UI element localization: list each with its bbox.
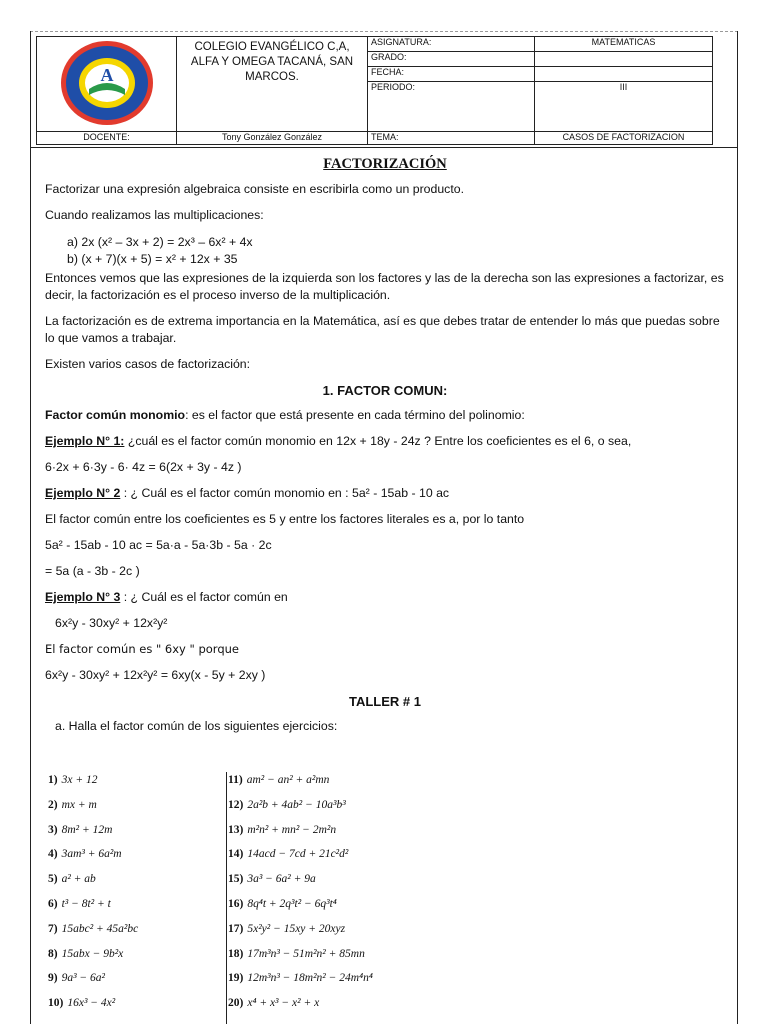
page-left-border xyxy=(30,31,31,1024)
exercise-expression: 8q⁴t + 2q³t² − 6q³t⁴ xyxy=(247,897,337,910)
exercise-item xyxy=(228,795,608,820)
section-factor-comun: 1. FACTOR COMUN: xyxy=(322,383,448,398)
example-3-label: Ejemplo N° 3 xyxy=(45,590,121,604)
exercise-expression: 3a³ − 6a² + 9a xyxy=(247,873,316,886)
exercise-expression: 5x²y² − 15xy + 20xyz xyxy=(247,922,346,935)
exercise-number: 18) xyxy=(228,947,244,960)
example-3-explanation: El factor común es " 6xy " porque xyxy=(45,642,239,656)
field-value-periodo: III xyxy=(535,81,713,131)
exercise-expression: 17m³n³ − 51m²n² + 85mn xyxy=(247,947,365,960)
exercise-item xyxy=(228,869,608,894)
exercise-expression: 16x³ − 4x² xyxy=(67,997,116,1010)
header-bottom-line xyxy=(30,147,738,148)
exercise-number: 1) xyxy=(48,774,58,786)
example-1-solution: 6·2x + 6·3y - 6· 4z = 6(2x + 3y - 4z ) xyxy=(45,460,242,474)
example-2-step: 5a² - 15ab - 10 ac = 5a·a - 5a·3b - 5a · 2c xyxy=(45,538,272,552)
tema-label: TEMA: xyxy=(368,132,535,145)
example-2-explanation: El factor común entre los coeficientes es 5 y entre los factores literales es a, por lo tanto xyxy=(45,512,525,526)
page-top-border xyxy=(30,31,738,32)
exercise-item xyxy=(48,894,223,919)
exercise-number: 2) xyxy=(48,798,58,811)
exercise-expression: 15abc² + 45a²bc xyxy=(61,922,139,935)
paragraph-inverse: Entonces vemos que las expresiones de la izquierda son los factores y las de la derecha son las expresiones a factorizar, es decir, la factorización es el proceso inverso de la multiplicación. xyxy=(45,271,724,302)
exercise-number: 10) xyxy=(48,997,64,1010)
example-2-label: Ejemplo N° 2 xyxy=(45,486,121,500)
exercise-number: 7) xyxy=(48,922,58,935)
exercise-item xyxy=(228,844,608,869)
taller-title: TALLER # 1 xyxy=(349,694,421,709)
multiplication-a: a) 2x (x² – 3x + 2) = 2x³ – 6x² + 4x xyxy=(67,235,253,249)
exercise-item xyxy=(48,770,223,795)
document-body xyxy=(45,152,725,735)
exercise-number: 4) xyxy=(48,848,58,861)
exercise-item xyxy=(228,894,608,919)
exercise-expression: 8m² + 12m xyxy=(61,823,113,836)
exercise-item xyxy=(48,795,223,820)
exercise-number: 14) xyxy=(228,848,244,861)
definition-term: Factor común monomio xyxy=(45,408,186,422)
exercise-expression: 3x + 12 xyxy=(61,774,98,786)
field-value-asignatura: MATEMATICAS xyxy=(535,37,713,52)
exercise-number: 15) xyxy=(228,873,244,886)
logo-letter: A xyxy=(100,65,113,85)
docente-value: Tony González González xyxy=(177,132,368,145)
exercise-column-divider xyxy=(226,772,227,1024)
paragraph-importance: La factorización es de extrema importancia en la Matemática, así es que debes tratar de entender lo más que puedas sobre lo que vamos a trabajar. xyxy=(45,314,720,345)
exercise-item xyxy=(48,968,223,993)
exercise-number: 6) xyxy=(48,897,58,910)
example-3 xyxy=(45,589,725,606)
school-logo-cell xyxy=(37,37,177,132)
exercise-number: 12) xyxy=(228,798,244,811)
exercise-expression: x⁴ + x³ − x² + x xyxy=(247,997,320,1010)
page-right-border xyxy=(737,31,738,1024)
exercise-expression: m²n² + mn² − 2m²n xyxy=(247,823,337,836)
school-logo xyxy=(59,39,155,127)
exercise-item xyxy=(228,993,608,1018)
exercise-number: 17) xyxy=(228,922,244,935)
multiplication-b: b) (x + 7)(x + 5) = x² + 12x + 35 xyxy=(67,252,238,266)
exercise-number: 5) xyxy=(48,873,58,886)
example-3-text: : ¿ Cuál es el factor común en xyxy=(120,590,288,604)
exercise-number: 9) xyxy=(48,972,58,985)
exercise-expression: t³ − 8t² + t xyxy=(61,897,111,910)
exercise-expression: 14acd − 7cd + 21c²d² xyxy=(247,848,349,861)
field-value-grado xyxy=(535,51,713,66)
example-2-result: = 5a (a - 3b - 2c ) xyxy=(45,564,140,578)
example-1-text: ¿cuál es el factor común monomio en 12x + 18y - 24z ? Entre los coeficientes es el 6, o sea, xyxy=(124,434,632,448)
exercise-number: 16) xyxy=(228,897,244,910)
field-label-fecha: FECHA: xyxy=(368,66,535,81)
exercise-column-left xyxy=(48,770,223,1018)
example-1 xyxy=(45,433,725,450)
exercise-expression: 2a²b + 4ab² − 10a³b³ xyxy=(247,798,346,811)
exercise-number: 8) xyxy=(48,947,58,960)
exercise-item xyxy=(48,919,223,944)
example-2 xyxy=(45,485,725,502)
intro-paragraph-1: Factorizar una expresión algebraica consiste en escribirla como un producto. xyxy=(45,182,464,196)
docente-label: DOCENTE: xyxy=(37,132,177,145)
multiplication-examples xyxy=(67,234,725,268)
exercise-item xyxy=(48,844,223,869)
intro-paragraph-2: Cuando realizamos las multiplicaciones: xyxy=(45,208,264,222)
exercise-expression: 12m³n³ − 18m²n² − 24m⁴n⁴ xyxy=(247,972,373,985)
exercise-number: 19) xyxy=(228,972,244,985)
exercise-item xyxy=(48,869,223,894)
exercise-item xyxy=(228,770,608,795)
doc-title: FACTORIZACIÓN xyxy=(323,156,447,172)
exercise-number: 13) xyxy=(228,823,244,836)
field-label-asignatura: ASIGNATURA: xyxy=(368,37,535,52)
paragraph-cases: Existen varios casos de factorización: xyxy=(45,357,251,371)
exercise-expression: 3am³ + 6a²m xyxy=(61,848,122,861)
field-label-periodo: PERIODO: xyxy=(368,81,535,131)
exercise-item xyxy=(48,993,223,1018)
exercise-expression: 9a³ − 6a² xyxy=(61,972,105,985)
exercise-item xyxy=(228,919,608,944)
example-3-result: 6x²y - 30xy² + 12x²y² = 6xy(x - 5y + 2xy ) xyxy=(45,668,266,682)
definition-monomio xyxy=(45,407,725,424)
taller-instruction: a. Halla el factor común de los siguientes ejercicios: xyxy=(55,719,338,733)
example-3-expression: 6x²y - 30xy² + 12x²y² xyxy=(55,616,168,630)
exercise-item xyxy=(48,820,223,845)
exercise-number: 11) xyxy=(228,774,243,786)
field-label-grado: GRADO: xyxy=(368,51,535,66)
school-name: COLEGIO EVANGÉLICO C,A, ALFA Y OMEGA TACANÁ, SAN MARCOS. xyxy=(177,37,368,132)
header-table xyxy=(36,36,713,145)
exercise-expression: 15abx − 9b²x xyxy=(61,947,124,960)
definition-text: : es el factor que está presente en cada término del polinomio: xyxy=(185,408,525,422)
exercise-item xyxy=(228,968,608,993)
exercise-expression: am² − an² + a²mn xyxy=(246,774,330,786)
field-value-fecha xyxy=(535,66,713,81)
example-2-text: : ¿ Cuál es el factor común monomio en : 5a² - 15ab - 10 ac xyxy=(120,486,450,500)
exercise-expression: a² + ab xyxy=(61,873,96,886)
exercise-item xyxy=(228,944,608,969)
exercise-expression: mx + m xyxy=(61,798,97,811)
example-1-label: Ejemplo N° 1: xyxy=(45,434,125,448)
exercise-column-right xyxy=(228,770,608,1018)
exercise-item xyxy=(48,944,223,969)
exercise-number: 3) xyxy=(48,823,58,836)
tema-value: CASOS DE FACTORIZACION xyxy=(535,132,713,145)
exercise-item xyxy=(228,820,608,845)
exercise-number: 20) xyxy=(228,997,244,1010)
